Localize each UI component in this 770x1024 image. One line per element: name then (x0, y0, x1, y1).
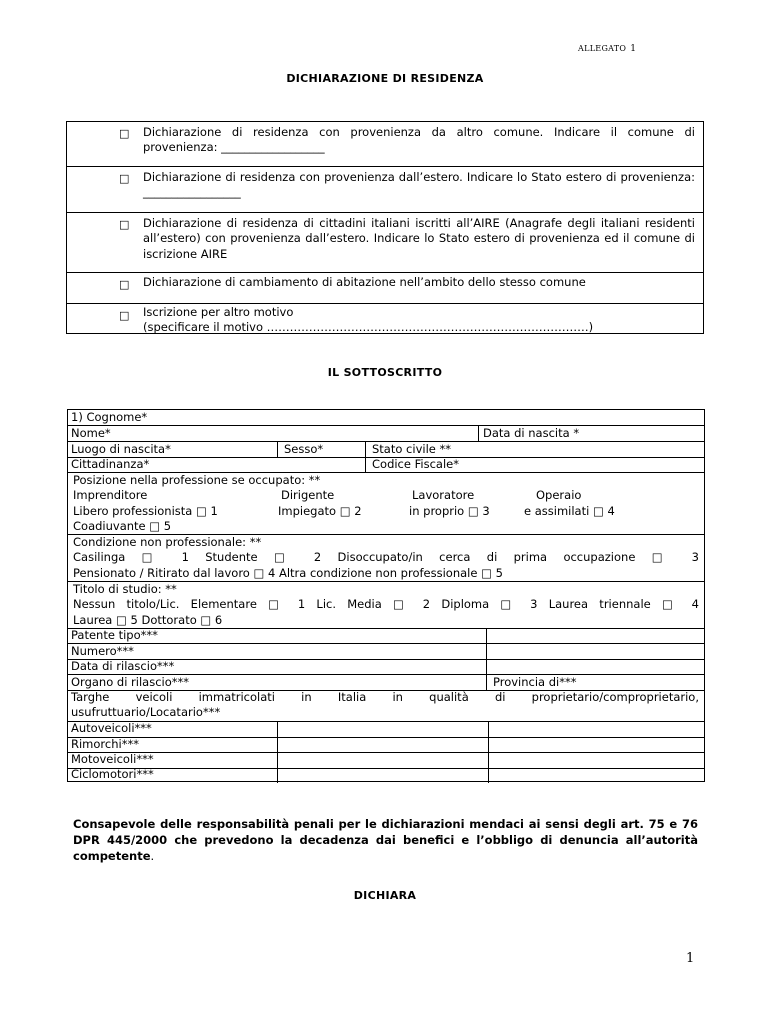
option-row-2 (67, 167, 703, 213)
posizione-impiegato[interactable]: Impiegato □ 2 (278, 504, 362, 518)
posizione-imprenditore: Imprenditore (73, 488, 148, 502)
option-text-5-line1: Iscrizione per altro motivo (143, 305, 294, 319)
data-nascita-field[interactable]: Data di nascita * (483, 426, 580, 440)
declaration-options-box (66, 121, 704, 334)
checkbox-icon[interactable]: □ (119, 218, 130, 231)
option-text-2: Dichiarazione di residenza con provenienza dall’estero. Indicare lo Stato estero di provenienza: _________________ (143, 170, 695, 200)
rimorchi-field[interactable]: Rimorchi*** (71, 737, 139, 751)
grid-line (277, 441, 278, 457)
patente-tipo-field[interactable]: Patente tipo*** (71, 628, 158, 642)
organo-rilascio-field[interactable]: Organo di rilascio*** (71, 675, 190, 689)
data-rilascio-field[interactable]: Data di rilascio*** (71, 659, 175, 673)
luogo-nascita-field[interactable]: Luogo di nascita* (71, 442, 171, 456)
consapevole-end: . (150, 849, 155, 863)
posizione-in-proprio[interactable]: in proprio □ 3 (409, 504, 490, 518)
option-row-5 (67, 304, 703, 335)
autoveicoli-field[interactable]: Autoveicoli*** (71, 721, 152, 735)
motoveicoli-field[interactable]: Motoveicoli*** (71, 752, 154, 766)
condizione-line1[interactable]: Casilinga □ 1 Studente □ 2 Disoccupato/in cerca di prima occupazione □ 3 (73, 550, 699, 564)
posizione-label: Posizione nella professione se occupato: ** (73, 473, 321, 487)
grid-line (68, 425, 704, 426)
grid-line (68, 737, 704, 738)
consapevole-text: Consapevole delle responsabilità penali per le dichiarazioni mendaci ai sensi degli art. 75 e 76 DPR 445/2000 che prevedono la decadenza dai benefici e l’obbligo di denuncia all’autorità competente (73, 817, 698, 863)
dichiara-heading: DICHIARA (353, 889, 417, 902)
section-title-sottoscritto: IL SOTTOSCRITTO (327, 366, 443, 379)
grid-line (68, 768, 704, 769)
grid-line (478, 425, 479, 441)
allegato-label (578, 44, 636, 54)
grid-line (68, 643, 704, 644)
consapevole-paragraph (73, 816, 698, 864)
posizione-coadiuvante[interactable]: Coadiuvante □ 5 (73, 519, 172, 533)
posizione-operaio: Operaio (536, 488, 582, 502)
condizione-label: Condizione non professionale: ** (73, 535, 262, 549)
allegato-text: ALLEGATO (578, 44, 627, 53)
grid-line (488, 721, 489, 783)
provincia-field[interactable]: Provincia di*** (493, 675, 577, 689)
cittadinanza-field[interactable]: Cittadinanza* (71, 457, 150, 471)
posizione-assimilati[interactable]: e assimilati □ 4 (524, 504, 615, 518)
cognome-field[interactable]: 1) Cognome* (71, 410, 148, 424)
option-text-5 (143, 305, 695, 336)
sesso-field[interactable]: Sesso* (284, 442, 324, 456)
page-number: 1 (686, 951, 695, 966)
checkbox-icon[interactable]: □ (119, 309, 130, 322)
titolo-label: Titolo di studio: ** (73, 582, 177, 596)
grid-line (68, 721, 704, 722)
posizione-dirigente: Dirigente (281, 488, 335, 502)
numero-field[interactable]: Numero*** (71, 644, 134, 658)
option-row-1 (67, 122, 703, 167)
posizione-libero-professionista[interactable]: Libero professionista □ 1 (73, 504, 218, 518)
condizione-line2[interactable]: Pensionato / Ritirato dal lavoro □ 4 Altra condizione non professionale □ 5 (73, 566, 503, 580)
option-text-3: Dichiarazione di residenza di cittadini italiani iscritti all’AIRE (Anagrafe degli italiani residenti all’estero) con provenienza dall’estero. Indicare lo Stato estero di provenienza ed il comune di iscrizione AIRE (143, 216, 695, 261)
posizione-lavoratore: Lavoratore (412, 488, 475, 502)
allegato-number: 1 (630, 44, 637, 54)
targhe-line2: usufruttuario/Locatario*** (71, 705, 221, 719)
codice-fiscale-field[interactable]: Codice Fiscale* (372, 457, 459, 471)
ciclomotori-field[interactable]: Ciclomotori*** (71, 767, 154, 781)
personal-data-form (67, 409, 705, 782)
option-text-4: Dichiarazione di cambiamento di abitazione nell’ambito dello stesso comune (143, 275, 586, 289)
option-row-3 (67, 213, 703, 273)
checkbox-icon[interactable]: □ (119, 278, 130, 291)
option-text-5-line2: (specificare il motivo …………………………………………………………………………) (143, 320, 594, 335)
stato-civile-field[interactable]: Stato civile ** (372, 442, 452, 456)
option-row-4 (67, 273, 703, 304)
document-title: DICHIARAZIONE DI RESIDENZA (286, 72, 484, 85)
grid-line (68, 752, 704, 753)
checkbox-icon[interactable]: □ (119, 127, 130, 140)
grid-line (486, 628, 487, 690)
grid-line (277, 721, 278, 783)
targhe-line1: Targhe veicoli immatricolati in Italia in qualità di proprietario/comproprietario, (71, 690, 699, 704)
titolo-line1[interactable]: Nessun titolo/Lic. Elementare □ 1 Lic. Media □ 2 Diploma □ 3 Laurea triennale □ 4 (73, 597, 699, 611)
option-text-1: Dichiarazione di residenza con provenienza da altro comune. Indicare il comune di provenienza: __________________ (143, 125, 695, 155)
nome-field[interactable]: Nome* (71, 426, 111, 440)
titolo-line2[interactable]: Laurea □ 5 Dottorato □ 6 (73, 613, 223, 627)
checkbox-icon[interactable]: □ (119, 172, 130, 185)
grid-line (365, 441, 366, 472)
